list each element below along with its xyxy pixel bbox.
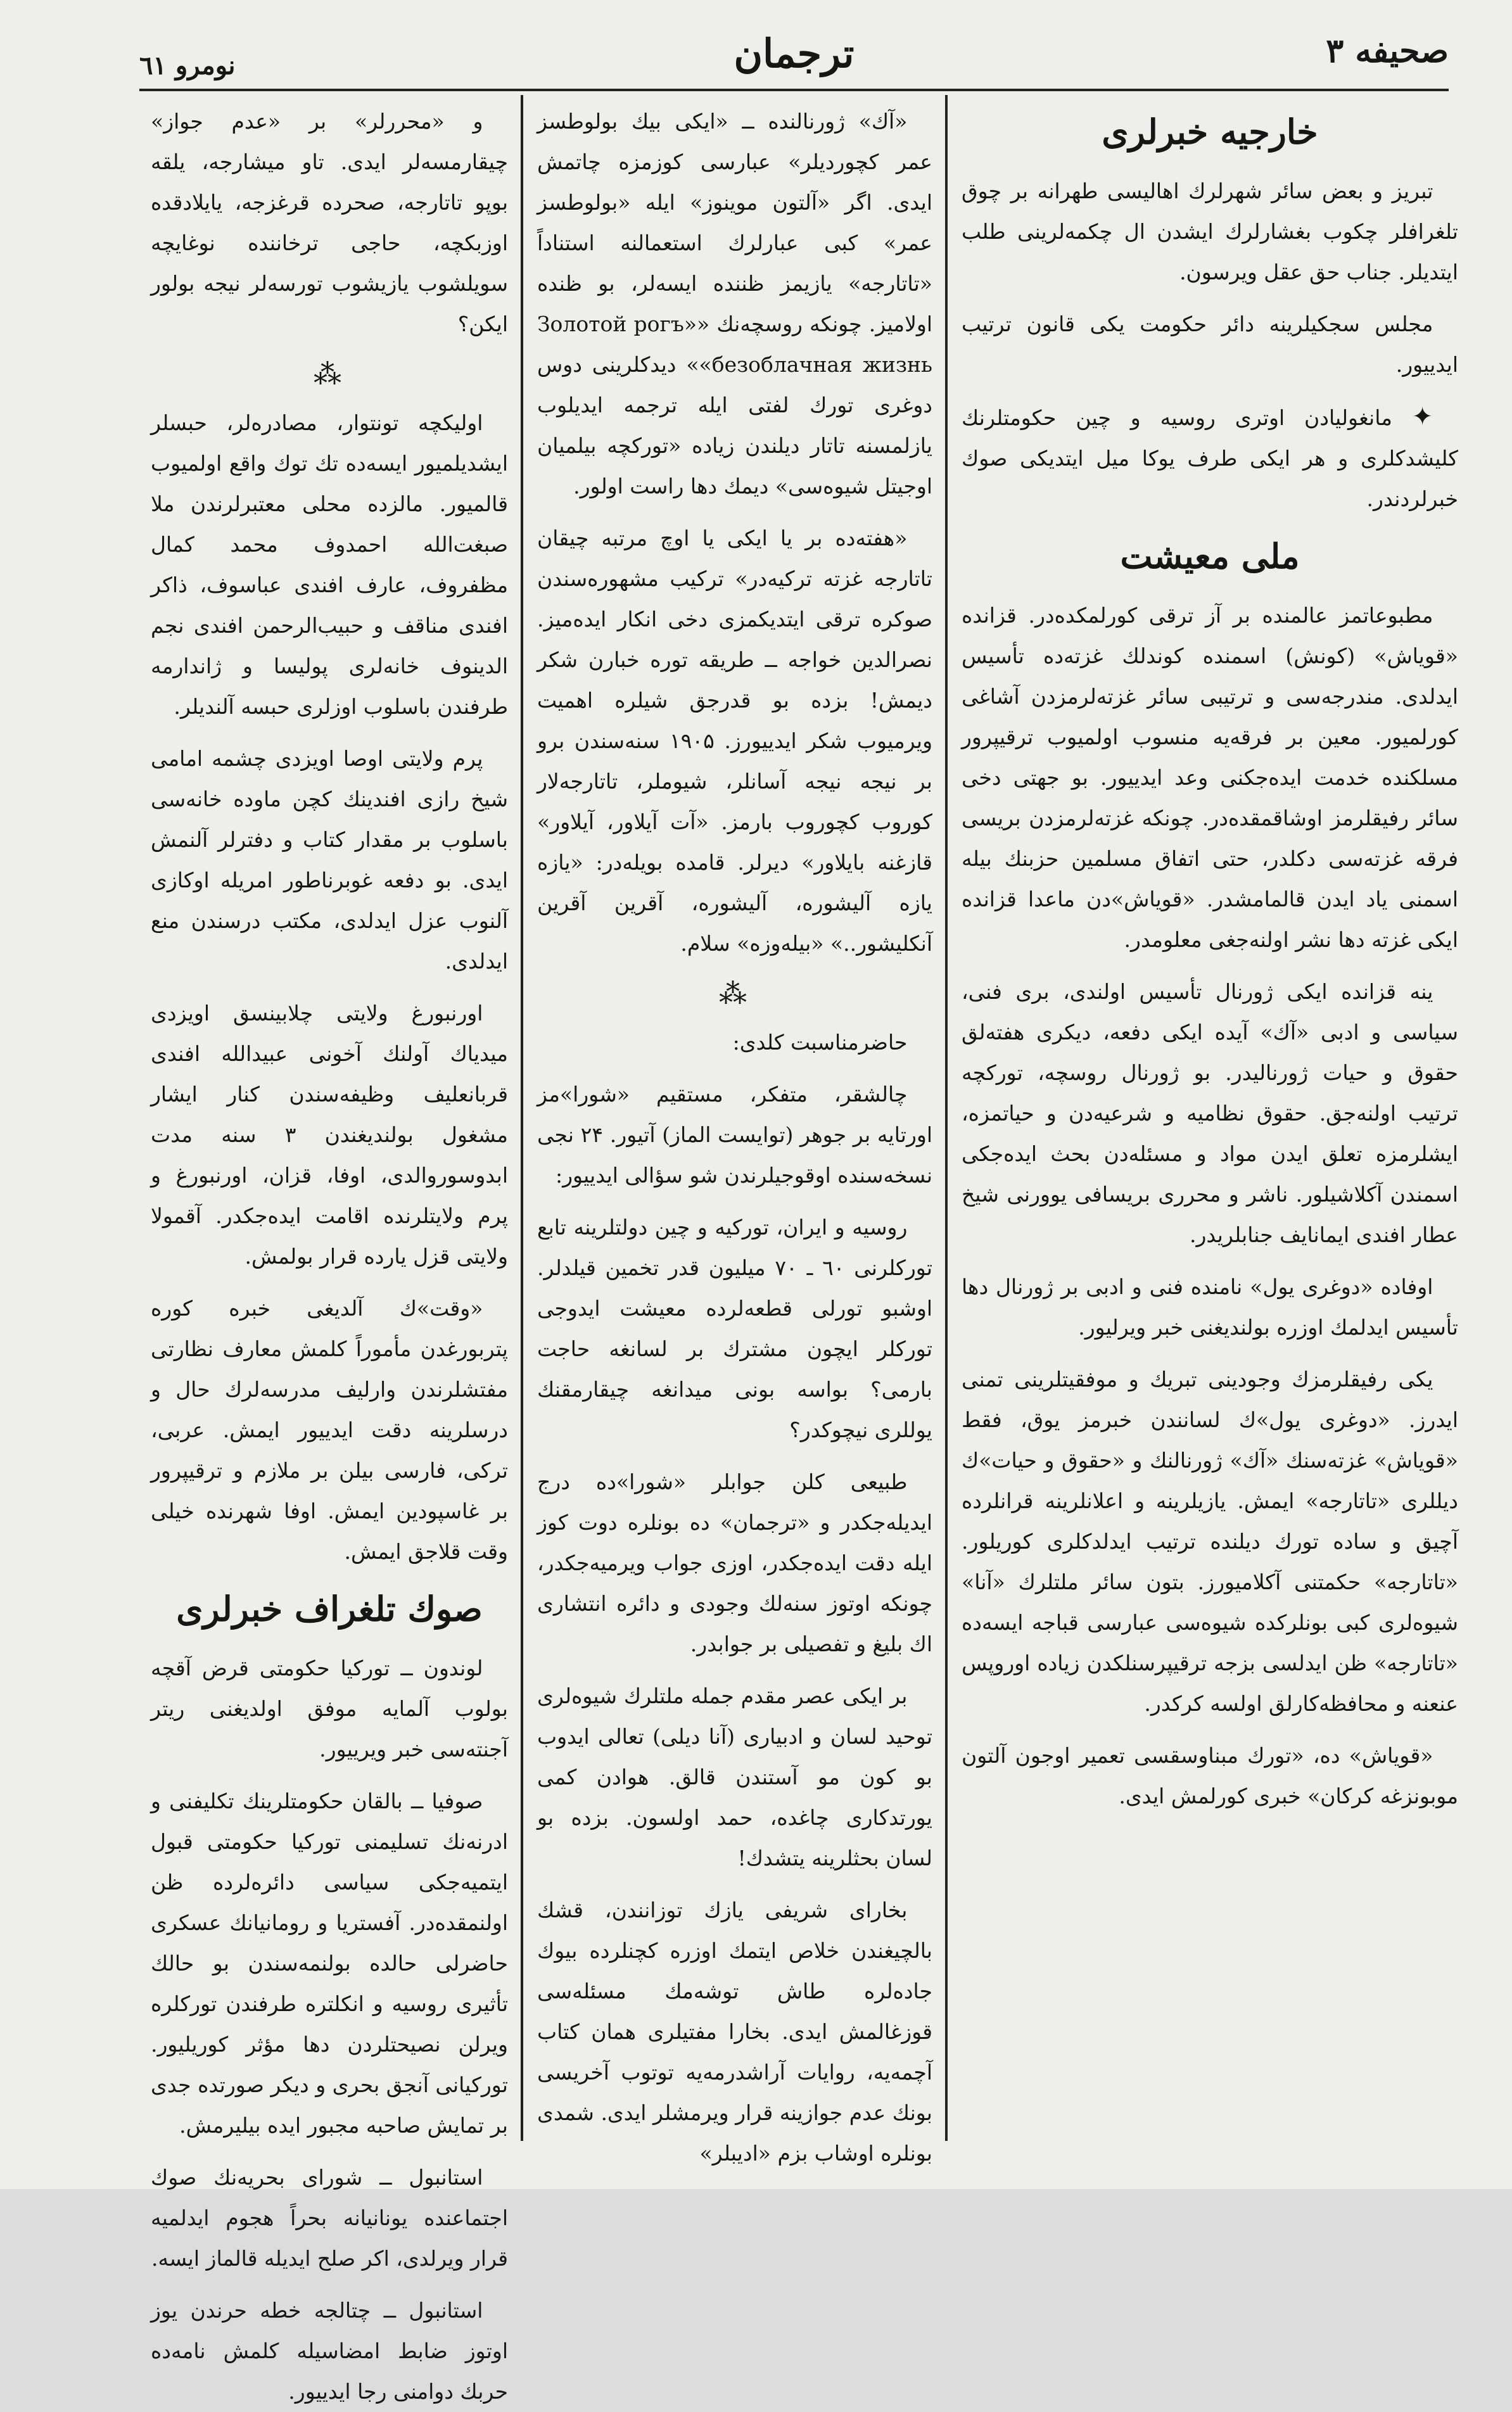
newspaper-title: ترجمان [734,30,854,77]
article-paragraph: مجلس سجکیلرینه دائر حکومت یکی قانون ترتیب ایدییور. [962,312,1458,377]
page-number: صحیفه ۳ [1326,32,1449,70]
column-divider [521,95,523,2141]
asterism-separator-icon: ⁂ [314,359,345,391]
column-divider [945,95,948,2141]
section-heading-national-life: ملی معیشت [1120,536,1300,576]
article-paragraph: اوفاده «دوغری یول» نامنده فنی و ادبی بر ژورنال دها تأسیس ایدلمك اوزره بولندیغنی خبر ویرلیور. [962,1274,1458,1340]
article-paragraph: استانبول ــ شورای بحریه‌نك صوك اجتماعنده یونانیانه بحراً هجوم ایدلمیه قرار ویرلدی، اکر صلح ایدیله قالماز ایسه. [151,2165,508,2271]
article-paragraph: پرم ولایتی اوصا اویزدی چشمه امامی شیخ رازی افندینك کچن ماوده خانه‌سی باسلوب بر مقدار کتاب و دفترلر آلنمش ایدی. بو دفعه غوبرناطور امریله اوکازی آلنوب عزل ایدلدی، مکتب درسندن منع ایدلدی. [151,746,508,974]
article-paragraph: «هفته‌ده بر یا ایکی یا اوچ مرتبه چیقان تاتارجه غزته ترکیه‌در» ترکیب مشهوره‌سندن صوکره ترقی ایتدیکمزی دخی انکار ایده‌میز. نصرالدین خواجه ــ طریقه توره خبارن شکر دیمش! بزده بو قدرجق شیلره اهمیت ویرمیوب شکر ایدییورز. ۱۹۰۵ سنه‌سندن برو بر نیجه نیجه آسانلر، شیوملر، تاتارجه‌لار کوروب کچوروب بارمز. «آت آیلاور، آیلاور» قازغنه بایلاور» دیرلر. قامده بویله‌در: «یازه یازه آلیشوره، آلیشوره، آقرین آقرین آنکلیشور..» «بیله‌وزه» سلام. [537,526,933,956]
header-rule [139,89,1449,91]
article-paragraph: چالشقر، متفکر، مستقیم «شورا»مز اورتایه بر جوهر (توایست الماز) آتیور. ۲۴ نجی نسخه‌سنده اوقوجیلرندن شو سؤالی ایدییور: [537,1082,932,1188]
article-paragraph: اورنبورغ ولایتی چلابینسق اویزدی میدیاك آولنك آخونی عبیدالله افندی قربانعلیف وظیفه‌سندن کنار ایشار مشغول بولندیغندن ۳ سنه مدت ابدوسوروالدی، اوفا، قزان، اورنبورغ و پرم ولایتلرنده اقامت ایده‌جکدر. آقمولا ولایتی قزل یارده قرار بولمش. [151,1001,508,1269]
article-paragraph [962,397,1458,519]
article-paragraph: استانبول ــ چتالجه خطه حرندن یوز اوتوز ضابط امضاسیله کلمش نامه‌ده حربك دوامنی رجا ایدییور. [151,2298,508,2404]
asterism-separator-icon: ⁂ [719,978,751,1010]
article-paragraph: «آك» ژورنالنده ــ «ایکی بیك بولوطسز عمر کچوردیلر» عبارسی کوزمزه چاتمش ایدی. اگر «آلتون موینوز» ایله «بولوطسز عمر» کبی عبارلرك استعمالنه استناداً «تاتارجه» یازیمز ظننده ایسه‌لر، بو ظنده اولامیز. چونکه روسچه‌نك «Золотой рогъ» «безоблачная жизнь» دیدکلرینی دوس دوغری تورك لفتی ایله ترجمه ایدیلوب یازلمسنه تاتار دیلندن زیاده «تورکچه بیلمیان اوجیتل شیوه‌سی» دیمك دها راست اولور. [537,109,932,498]
article-paragraph: ینه قزانده ایکی ژورنال تأسیس اولندی، بری فنی، سیاسی و ادبی «آك» آیده ایکی دفعه، دیکری هفته‌لق حقوق و حیات ژورنالیدر. بو ژورنال روسچه، تورکچه ترتیب اولنه‌جق. حقوق نظامیه و شرعیه‌دن و حیاتمزه، ایشلرمزه تعلق ایدن مواد و مسئله‌دن بحث ایده‌جکی اسمندن آکلاشیلور. ناشر و محرری بریسافی یوورنی شیخ عطار افندی ایمانایف جنابلریدر. [962,979,1458,1247]
section-heading-telegraph-news: صوك تلغراف خبرلری [176,1589,483,1629]
masthead [139,25,1449,95]
article-paragraph: بر ایکی عصر مقدم جمله ملتلرك شیوه‌لری توحید لسان و ادبیاری (آنا دیلی) تعالی ایدوب بو کون مو آستندن قالق. هوادن کمی یورتدکاری چاغده، حمد اولسون. بزده بو لسان بحثلرینه یتشدك! [537,1684,932,1870]
article-paragraph: تبریز و بعض سائر شهرلرك اهالیسی طهرانه بر چوق تلغرافلر چکوب بغشارلرك ایشدن ال چکمه‌لرینی طلب ایتدیلر. جناب حق عقل ویرسون. [962,179,1458,284]
article-paragraph: بخارای شریفی یازك توزانندن، قشك بالچیغندن خلاص ایتمك اوزره کچنلرده بیوك جاده‌لره طاش توشه‌مك مسئله‌سی قوزغالمش ایدی. بخارا مفتیلری همان کتاب آچمه‌یه، روایات آراشدرمه‌یه توتوب آخریسی بونك عدم جوازینه قرار ویرمشلر ایدی. شمدی بونلره اوشاب بزم «ادیبلر» [537,1898,932,2166]
article-paragraph: مطبوعاتمز عالمنده بر آز ترقی کورلمکده‌در. قزانده «قویاش» (کونش) اسمنده کوندلك غزته‌ده تأسیس ایدلدی. مندرجه‌سی و ترتیبی سائر غزته‌لرمزدن آشاغی کورلمیور. معین بر فرقه‌یه منسوب اولمیوب ترقیپرور مسلکنده خدمت ایده‌جکنی وعد ایدییور. بو جهتی دخی سائر رفیقلرمز اوشاقمقده‌در. چونکه غزته‌لرمزدن بریسی فرقه غزته‌سی دکلدر، حتی اتفاق مسلمین حزبنك بیله اسمنی یاد ایدن قالمامشدر. «قویاش»دن ماعدا قزانده ایکی غزته دها نشر اولنه‌جغی معلومدر. [962,603,1458,952]
article-paragraph: روسیه و ایران، تورکیه و چین دولتلرینه تابع تورکلرنی ٦۰ ـ ۷۰ میلیون قدر تخمین قیلدلر. اوشبو تورلی قطعه‌لرده معیشت ایدوجی تورکلر ایچون مشترك بر لسانغه حاجت بارمی؟ بواسه بونی میدانغه چیقارمقنك یوللری نیچوکدر؟ [537,1215,933,1442]
article-paragraph: طبیعی کلن جوابلر «شورا»ده درج ایدیله‌جکدر و «ترجمان» ده بونلره دوت کوز ایله دقت ایده‌جکدر، اوزی جواب ویرمیه‌جکدر، چونکه اوتوز سنه‌لك وجودی و دائره انتشاری اك بلیغ و تفصیلی بر جوابدر. [537,1469,932,1656]
article-paragraph: یکی رفیقلرمزك وجودینی تبریك و موفقیتلرینی تمنی ایدرز. «دوغری یول»ك لسانندن خبرمز یوق، فقط «قویاش» غزته‌سنك «آك» ژورنالنك و «حقوق و حیات»ك دیللری «تاتارجه» ایمش. یازیلرینه و اعلانلرینه قرانلرده آچیق و ساده تورك دیلنده ترتیب ایدلدکلری کوریلور. «تاتارجه» حکمتنی آکلامیورز. بتون سائر ملتلرك «آنا» شیوه‌لری کبی بونلرکده شیوه‌سی عبارسی قباجه ایسه‌ده «تاتارجه» ظن ایدلسی بزجه ترقیپرسنلکدن زیاده اوروپس عنعنه و محافظه‌کارلق اولسه کرکدر. [962,1367,1458,1716]
column-middle [526,101,944,2166]
section-heading-foreign-news: خارجیه خبرلری [1102,111,1318,152]
diamond-bullet-icon: ✦ [1411,402,1433,431]
article-paragraph: حاضرمناسبت کلدی: [732,1030,908,1055]
article-paragraph: و «محررلر» بر «عدم جواز» چیقارمسه‌لر ایدی. تاو میشارجه، یلقه بوپو تاتارجه، صحرده قرغزجه، یایلادقده اوزبکچه، حاجی ترخاننده نوغایچه سویلشوب یازیشوب تورسه‌لر نیجه بولور ایکن؟ [151,109,508,336]
article-text: مانغولیادن اوتری روسیه و چین حکومتلرنك کلیشدکلری و هر ایکی طرف یوکا میل ایتدیکی صوك خبرلردندر. [962,405,1458,511]
article-paragraph: لوندون ــ تورکیا حکومتی قرض آقچه بولوب آلمایه موفق اولدیغنی ریتر آجنته‌سی خبر ویرییور. [151,1656,508,1761]
column-right [950,101,1470,2128]
article-paragraph: «وقت»ك آلدیغی خبره کوره پتربورغدن مأموراً کلمش معارف نظارتی مفتشلرندن وارلیف مدرسه‌لرك حال و درسلرینه دقت ایدییور ایمش. عربی، ترکی، فارسی بیلن بر ملازم و ترقیپرور بر غاسپودین ایمش. اوفا شهرنده خیلی وقت قلاجق ایمش. [151,1296,508,1564]
issue-number: نومرو ٦١ [139,51,236,80]
article-paragraph: اولیکچه تونتوار، مصادره‌لر، حبسلر ایشدیلمیور ایسه‌ده تك توك واقع اولمیوب قالمیور. مالزده محلی معتبرلرندن ملا صبغت‌الله احمدوف محمد کمال مظفروف، عارف افندی عباسوف، ذاکر افندی مناقف و حبیب‌الرحمن افندی نجم الدینوف خانه‌لری پولیسا و ژاندارمه طرفندن باسلوب اوزلری حبسه آلندیلر. [151,410,508,719]
article-paragraph: «قویاش» ده، «تورك مبناوسقسی تعمیر اوجون آلتون موبونزغه کرکان» خبری کورلمش ایدی. [962,1743,1458,1808]
column-left [139,101,519,2404]
article-paragraph: صوفیا ــ بالقان حکومتلرینك تکلیفنی و ادرنه‌نك تسلیمنی تورکیا حکومتی قبول ایتمیه‌جکی سیاسی دائره‌لرده ظن اولنمقده‌در. آفستریا و رومانیانك عسکری حاضرلی حالده بولنمه‌سندن بو حالك تأثیری روسیه و انکلتره طرفندن تورکلره ویرلن نصیحتلردن دها مؤثر کوریلیور. تورکیانی آنجق بحری و دیکر صورتده جدی بر تمایش صاحبه مجبور ایده بیلیرمش. [151,1789,508,2138]
